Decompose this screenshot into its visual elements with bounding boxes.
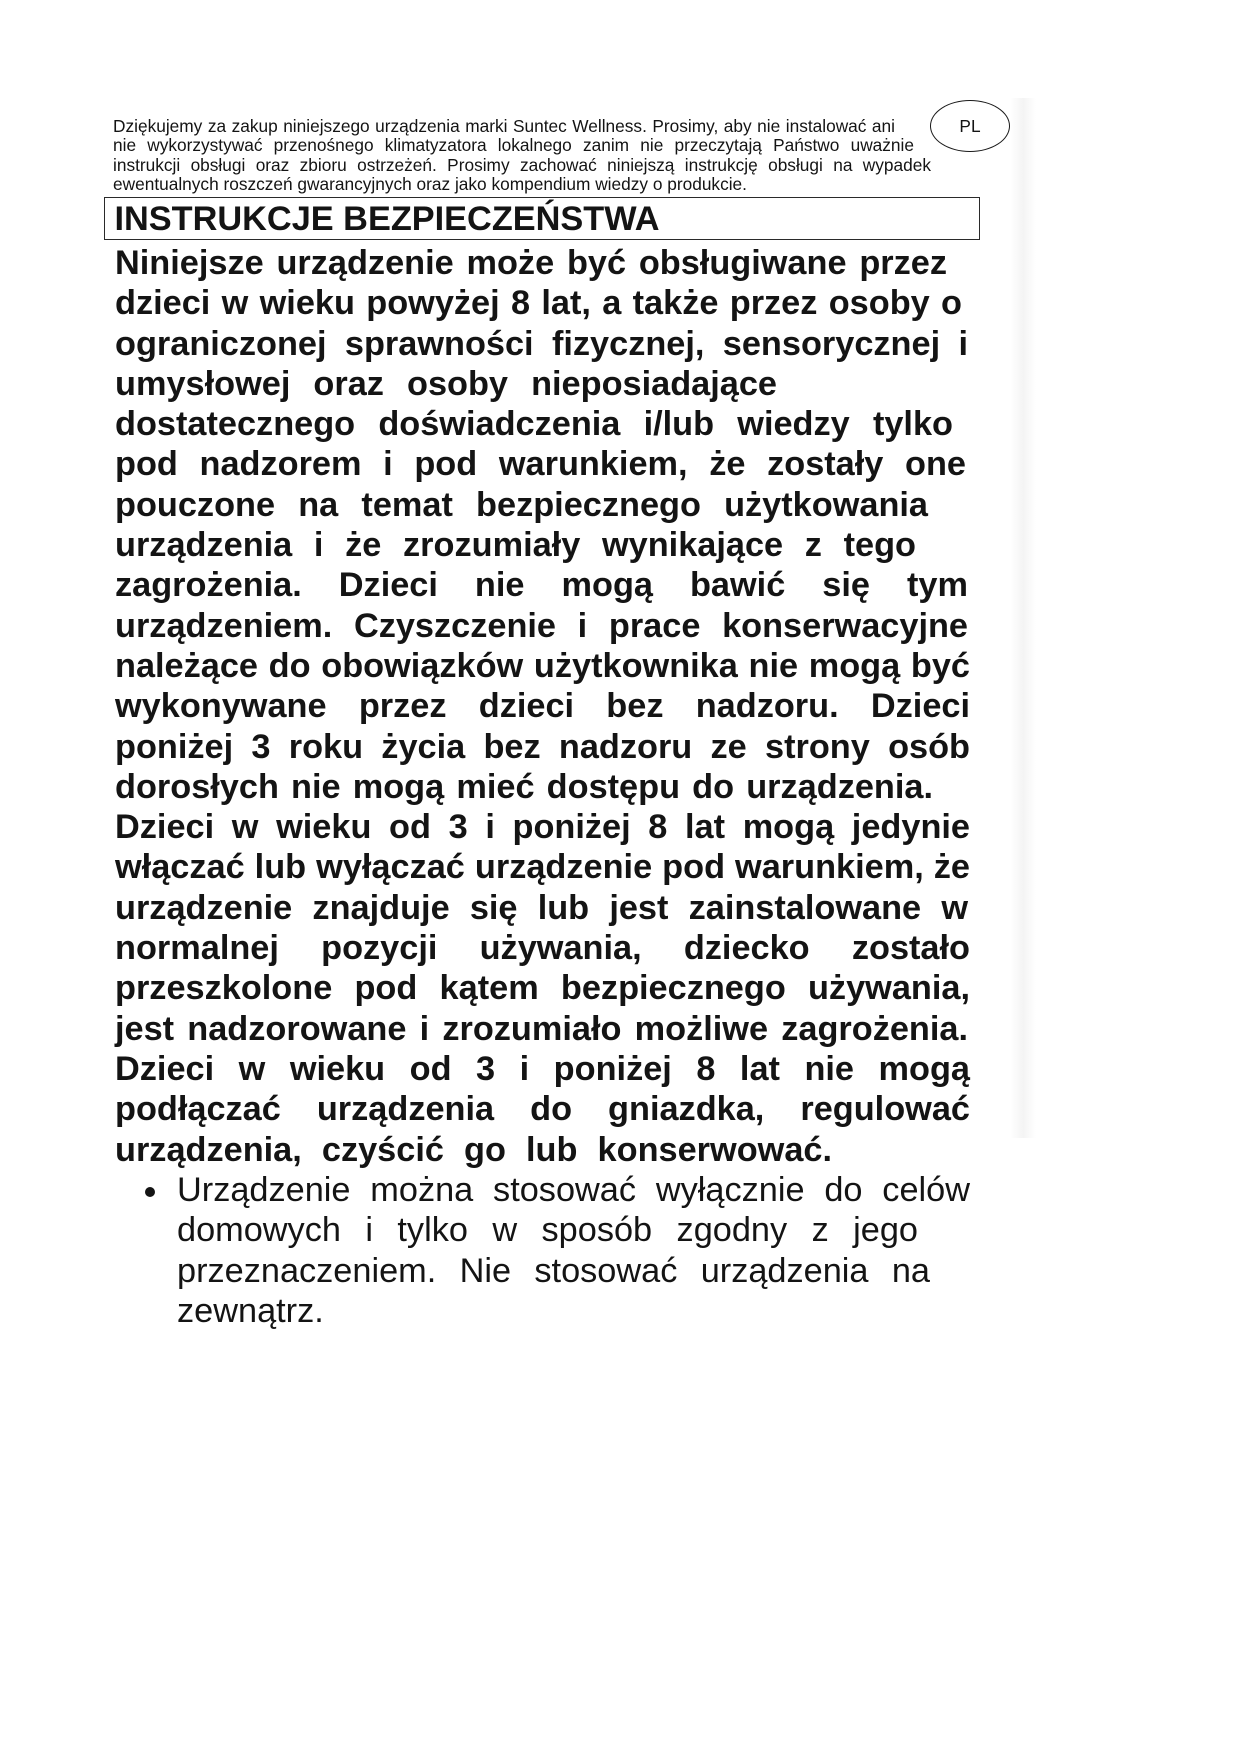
warning-line: należące do obowiązków użytkownika nie mogą być (115, 646, 970, 685)
bullet-line: Urządzenie można stosować wyłącznie do celów (177, 1171, 970, 1209)
warning-line: poniżej 3 roku życia bez nadzoru ze strony osób (115, 727, 970, 766)
language-badge-label: PL (959, 115, 981, 136)
bullet-line: przeznaczeniem. Nie stosować urządzenia na (177, 1251, 930, 1290)
bullet-line: zewnątrz. (177, 1291, 324, 1330)
warning-line: dorosłych nie mogą mieć dostępu do urządzenia. (115, 767, 933, 806)
intro-line: ewentualnych roszczeń gwarancyjnych oraz jako kompendium wiedzy o produkcie. (113, 173, 747, 194)
intro-line: Dziękujemy za zakup niniejszego urządzenia marki Suntec Wellness. Prosimy, aby nie instalować ani (113, 116, 895, 136)
warning-line: Dzieci w wieku od 3 i poniżej 8 lat mogą jedynie (115, 808, 970, 847)
warning-line: ograniczonej sprawności fizycznej, sensorycznej i (115, 324, 968, 363)
safety-warning-paragraph (115, 243, 970, 1170)
warning-line: urządzenia, czyścić go lub konserwować. (115, 1130, 832, 1169)
warning-line: dostatecznego doświadczenia i/lub wiedzy tylko (115, 405, 953, 444)
warning-line: podłączać urządzenia do gniazdka, regulować (115, 1090, 970, 1129)
warning-line: dzieci w wieku powyżej 8 lat, a także przez osoby o (115, 284, 962, 323)
warning-line: zagrożenia. Dzieci nie mogą bawić się tym (115, 566, 968, 605)
warning-line: Dzieci w wieku od 3 i poniżej 8 lat nie mogą (115, 1049, 970, 1088)
warning-line: Niniejsze urządzenie może być obsługiwane przez (115, 244, 947, 282)
warning-line: włączać lub wyłączać urządzenie pod warunkiem, że (115, 848, 970, 887)
warning-line: pod nadzorem i pod warunkiem, że zostały one (115, 445, 966, 484)
scan-edge-shading (1010, 98, 1036, 1138)
bullet-line: domowych i tylko w sposób zgodny z jego (177, 1211, 918, 1250)
section-heading-box (104, 197, 980, 240)
warning-line: urządzenie znajduje się lub jest zainstalowane w (115, 888, 968, 927)
warning-line: umysłowej oraz osoby nieposiadające (115, 364, 777, 403)
warning-line: jest nadzorowane i zrozumiało możliwe zagrożenia. (115, 1009, 968, 1048)
warning-line: urządzeniem. Czyszczenie i prace konserwacyjne (115, 606, 968, 645)
bullet-marker (145, 1187, 155, 1197)
warning-line: wykonywane przez dzieci bez nadzoru. Dzieci (115, 687, 970, 726)
warning-line: urządzenia i że zrozumiały wynikające z tego (115, 526, 916, 565)
intro-line: nie wykorzystywać przenośnego klimatyzatora lokalnego zanim nie przeczytają Państwo uważnie (113, 135, 914, 156)
warning-line: przeszkolone pod kątem bezpiecznego używania, (115, 969, 970, 1008)
section-heading: INSTRUKCJE BEZPIECZEŃSTWA (114, 199, 660, 238)
bullet-text (177, 1170, 970, 1331)
warning-line: normalnej pozycji używania, dziecko zostało (115, 929, 970, 968)
intro-line: instrukcji obsługi oraz zbioru ostrzeżeń. Prosimy zachować niniejszą instrukcję obsługi na wypadek (113, 154, 931, 175)
warning-line: pouczone na temat bezpiecznego użytkowania (115, 485, 928, 524)
language-badge (930, 100, 1010, 152)
intro-paragraph (113, 117, 931, 194)
